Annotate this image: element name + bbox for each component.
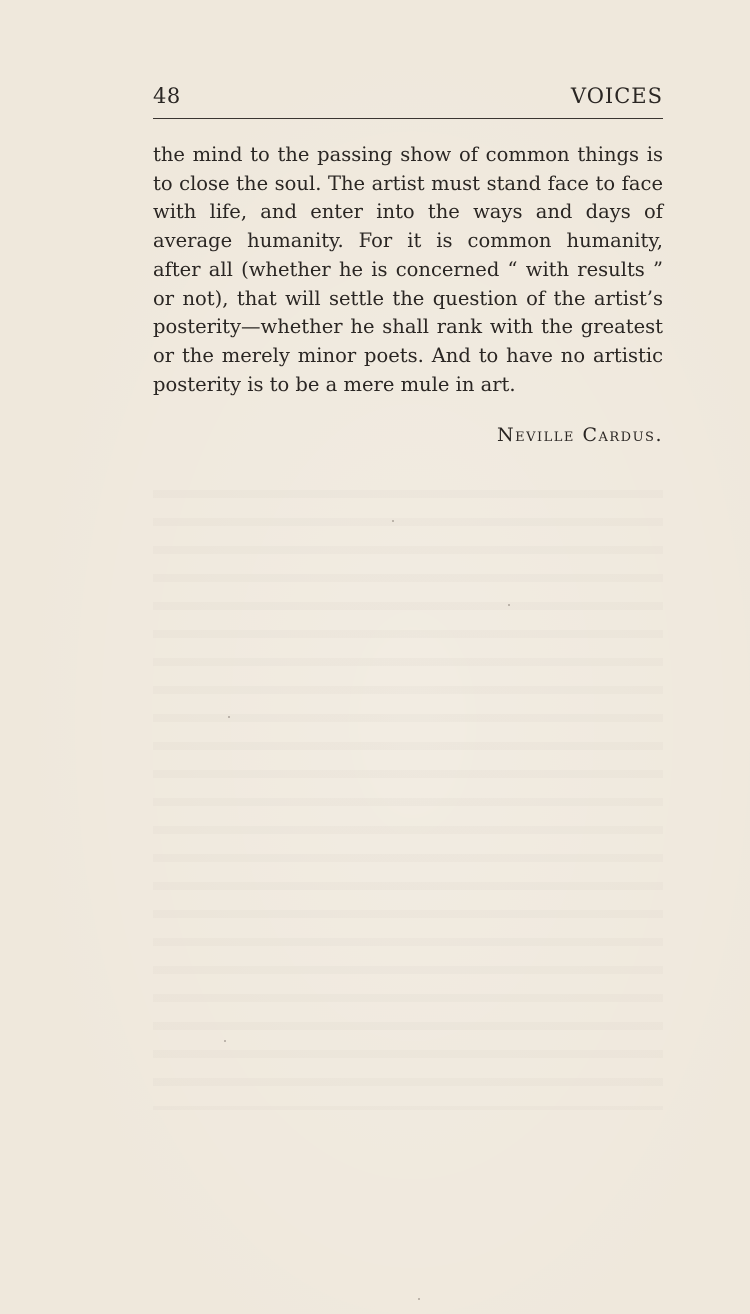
running-head: VOICES	[570, 84, 663, 108]
paper-speck	[508, 604, 510, 606]
show-through-texture	[153, 470, 663, 1110]
page-number: 48	[153, 84, 181, 108]
body-paragraph: the mind to the passing show of common things is to close the soul. The artist must stand face to face with life, and enter into the ways and days of average humanity. For it is common humanity, after all (whether he is concerned “ with results ” or not), that will settle the question of the artist’s posterity—whether he shall rank with the greatest or the merely minor poets. And to have no artistic posterity is to be a mere mule in art.	[153, 143, 663, 396]
header-rule	[153, 118, 663, 119]
author-signature: Neville Cardus.	[497, 424, 663, 446]
paper-speck	[224, 1040, 226, 1042]
paper-speck	[392, 520, 394, 522]
paper-speck	[418, 1298, 420, 1300]
page-header	[153, 84, 663, 116]
paper-speck	[228, 716, 230, 718]
